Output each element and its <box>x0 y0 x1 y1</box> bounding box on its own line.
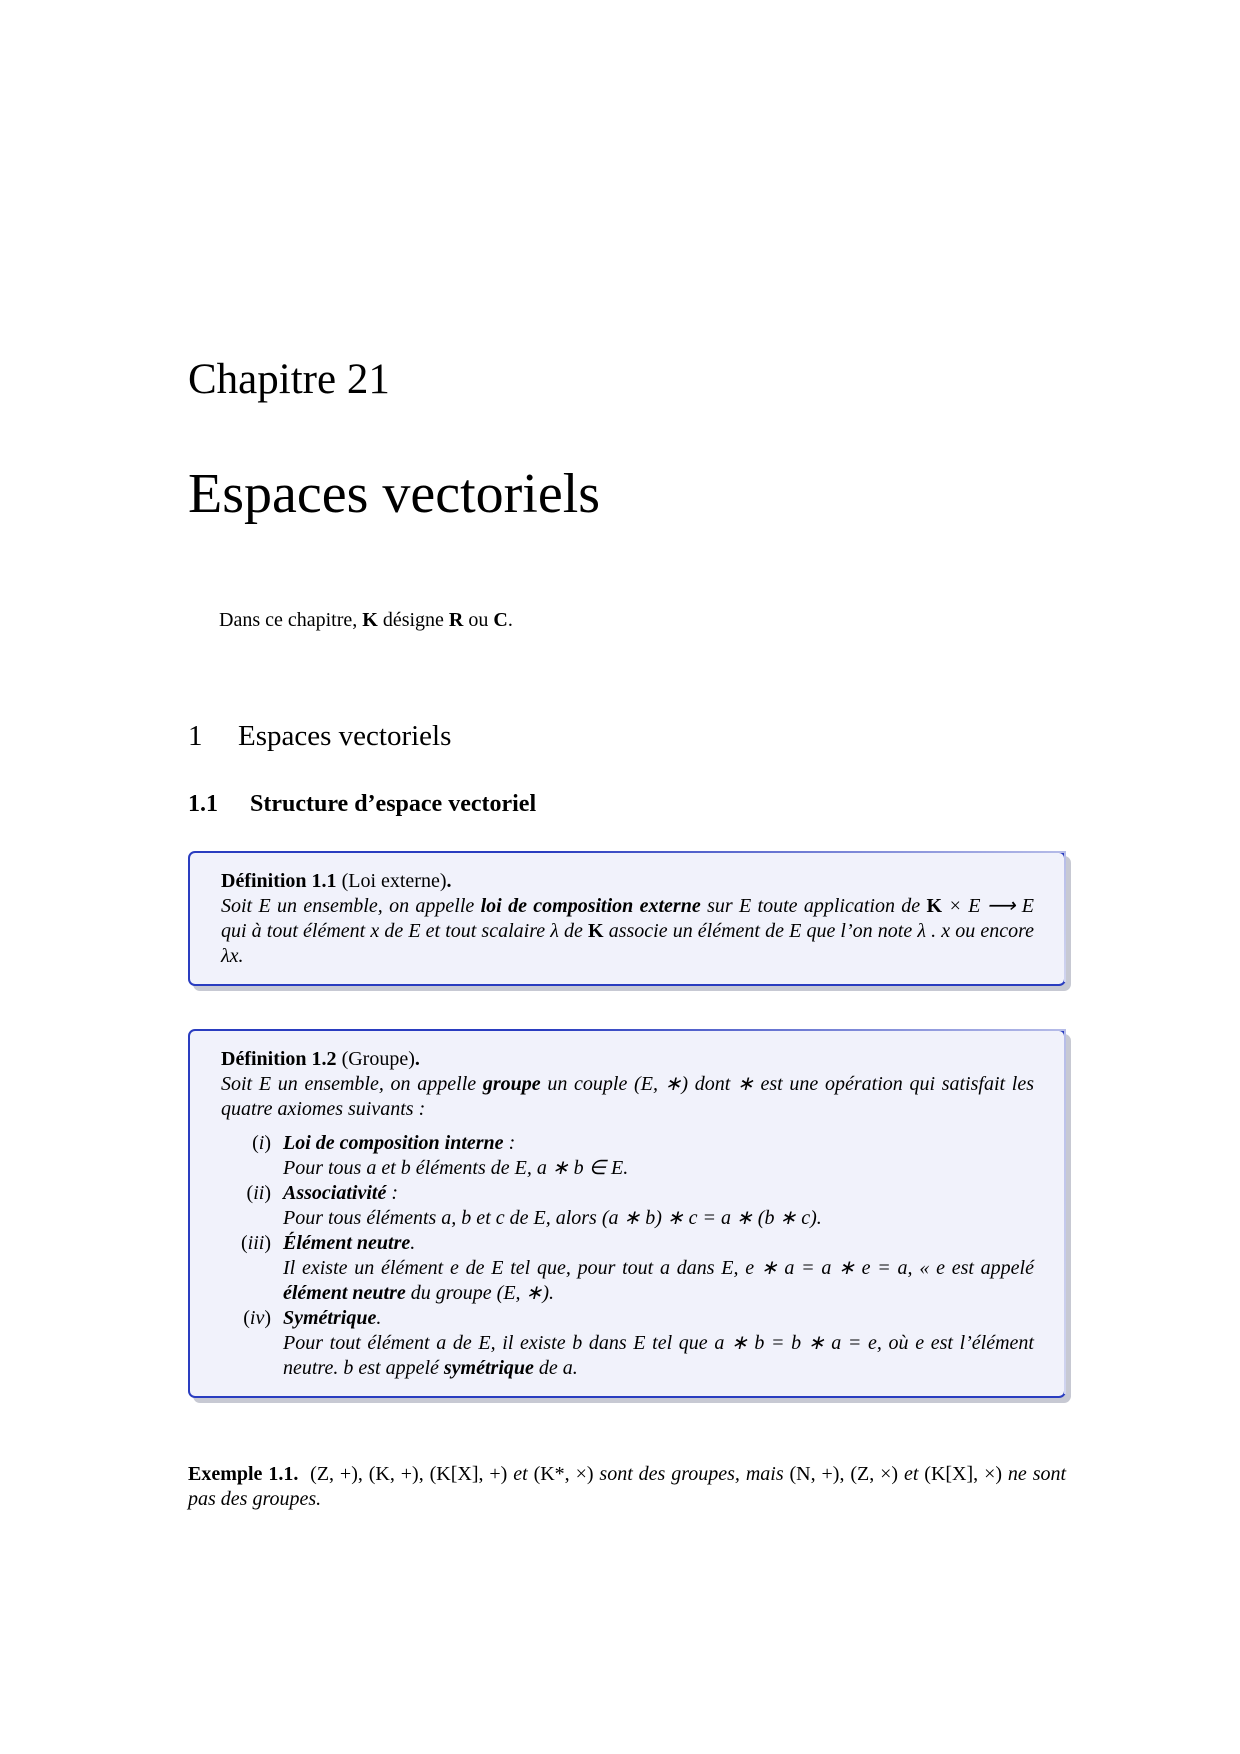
subsection-title: Structure d’espace vectoriel <box>250 791 537 817</box>
definition-text: Soit E un ensemble, on appelle loi de composition externe sur E toute application de K × E ⟶ E qui à tout élément x de E et tout scalaire λ de K associe un élément de E que l’on note λ . x ou encore λx. <box>221 895 1034 967</box>
definition-box-groupe <box>188 1029 1066 1398</box>
example-label: Exemple 1.1. <box>188 1463 299 1485</box>
definition-text: Soit E un ensemble, on appelle groupe un couple (E, ∗) dont ∗ est une opération qui satisfait les quatre axiomes suivants : <box>221 1073 1034 1120</box>
subsection-heading <box>188 792 536 816</box>
definition-heading: Définition 1.1 (Loi externe). <box>221 870 452 892</box>
definition-box-loi-externe <box>188 851 1066 986</box>
axiom-item: (iv) Symétrique. Pour tout élément a de E, il existe b dans E tel que a ∗ b = b ∗ a = e, où e est l’élément neutre. b est appelé symétrique de a. <box>243 1307 1034 1379</box>
example-paragraph: Exemple 1.1. (Z, +), (K, +), (K[X], +) et (K*, ×) sont des groupes, mais (N, +), (Z, ×) et (K[X], ×) ne sont pas des groupes. <box>188 1463 1067 1510</box>
section-title: Espaces vectoriels <box>238 720 452 752</box>
subsection-number: 1.1 <box>188 791 218 817</box>
section-heading <box>188 722 451 751</box>
chapter-intro: Dans ce chapitre, K désigne R ou C. <box>219 609 513 631</box>
axiom-list <box>221 1131 1034 1381</box>
definition-heading: Définition 1.2 (Groupe). <box>221 1048 420 1070</box>
chapter-title: Espaces vectoriels <box>188 463 601 525</box>
axiom-item: (iii) Élément neutre. Il existe un élément e de E tel que, pour tout a dans E, e ∗ a = a ∗ e = a, « e est appelé élément neutre du groupe (E, ∗). <box>240 1232 1034 1304</box>
section-number: 1 <box>188 720 203 752</box>
chapter-label: Chapitre 21 <box>188 356 390 403</box>
axiom-item: (ii) Associativité : Pour tous éléments a, b et c de E, alors (a ∗ b) ∗ c = a ∗ (b ∗ c). <box>246 1182 822 1229</box>
axiom-item: (i) Loi de composition interne : Pour tous a et b éléments de E, a ∗ b ∈ E. <box>252 1132 629 1179</box>
